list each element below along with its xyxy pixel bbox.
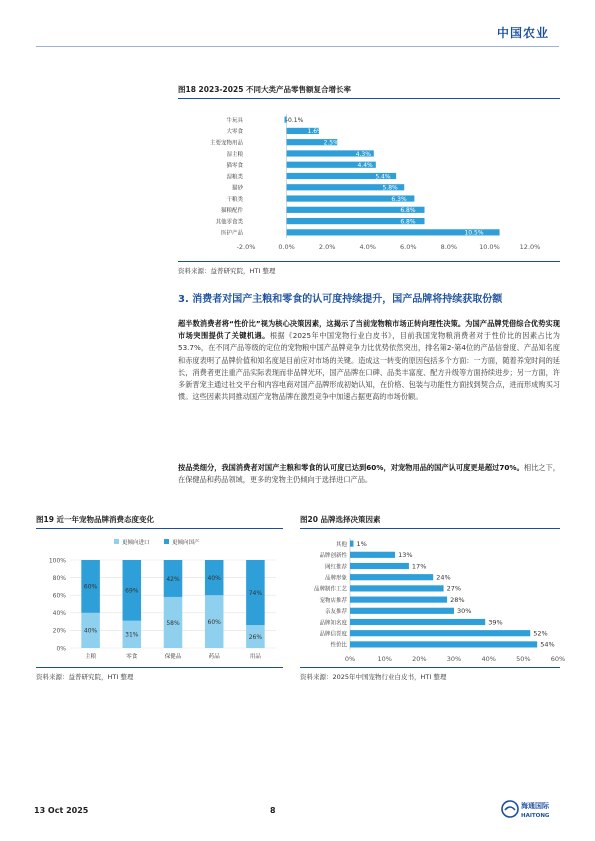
category-label: 药品	[208, 654, 220, 660]
x-tick-label: 8.0%	[440, 243, 458, 251]
x-tick-label: 6.0%	[400, 243, 417, 251]
value-label: 39%	[488, 618, 503, 627]
x-tick-label: 0.0%	[278, 243, 295, 251]
y-tick-label: 0%	[56, 645, 66, 653]
x-tick-label: 20%	[412, 655, 427, 663]
category-label: 用品	[249, 654, 261, 660]
category-label: 性价比	[330, 642, 347, 649]
category-label: 品牌创新性	[319, 553, 347, 560]
value-label: 13%	[398, 551, 413, 560]
category-label: 零食	[126, 654, 138, 660]
bar	[350, 563, 409, 569]
fig18-title: 图18 2023-2025 不同大类产品零售额复合增长率	[178, 85, 352, 94]
x-tick-label: 60%	[550, 655, 566, 663]
x-tick-label: 10.0%	[479, 243, 500, 251]
brand-title: 中国农业	[496, 26, 549, 40]
category-label: 湿粮类	[226, 174, 243, 181]
logo-wave-icon	[505, 807, 515, 810]
value-label: 54%	[540, 640, 555, 649]
category-label: 猫砂	[231, 185, 243, 192]
fig20-chart	[300, 530, 566, 666]
segment-value-label: 40%	[83, 627, 98, 635]
footer-page-number: 8	[270, 806, 276, 815]
y-tick-label: 100%	[48, 557, 66, 565]
x-tick-label: -2.0%	[236, 243, 256, 251]
y-tick-label: 80%	[52, 574, 66, 582]
paragraph-1-lead: 超半数消费者将“性价比”视为核心决策因素，这揭示了当前宠物粮市场正转向理性决策。为国产品牌凭借综合优势实现市场突围提供了关键机遇。	[178, 319, 560, 341]
value-label: 30%	[457, 607, 472, 616]
value-label: 5.4%	[375, 173, 391, 181]
category-label: 干粮类	[226, 196, 243, 203]
category-label: 猫零食	[226, 163, 243, 170]
value-label: 17%	[411, 562, 427, 571]
bar	[350, 630, 530, 636]
value-label: 4.3%	[355, 150, 371, 158]
value-label: 52%	[533, 629, 548, 638]
x-tick-label: 30%	[446, 655, 462, 663]
value-label: 28%	[450, 595, 465, 604]
category-label: 大零食	[226, 129, 243, 136]
bar	[350, 552, 395, 558]
value-label: 1%	[356, 539, 367, 548]
category-label: 品牌信誉度	[319, 631, 347, 638]
paragraph-2	[178, 462, 560, 486]
y-tick-label: 20%	[52, 627, 66, 635]
category-label: 猫粮配件	[220, 208, 243, 215]
x-tick-label: 4.0%	[359, 243, 376, 251]
section-title: 3. 消费者对国产主粮和零食的认可度持续提升，国产品牌将持续获取份额	[178, 294, 503, 305]
value-label: 27%	[446, 584, 462, 593]
segment-value-label: 60%	[207, 618, 221, 626]
logo-ring-icon	[502, 801, 518, 817]
value-label: 1.6%	[307, 128, 323, 136]
segment-value-label: 60%	[83, 583, 98, 591]
category-label: 其他零食类	[215, 219, 243, 226]
bar	[350, 585, 444, 591]
value-label: 10.5%	[464, 229, 484, 237]
category-label: 宠物店推荐	[319, 597, 347, 604]
paragraph-2-body: 相比之下，在保健品和药品领域，更多的宠物主仍倾向于选择进口产品。	[178, 463, 560, 485]
fig19-title-rule	[36, 528, 283, 529]
segment-value-label: 58%	[166, 619, 180, 627]
segment-value-label: 42%	[166, 575, 180, 583]
fig19-source: 资料来源：益普研究院，HTI 整理	[36, 673, 134, 681]
fig18-chart	[178, 100, 560, 260]
legend-label: 更倾向进口	[122, 540, 150, 546]
fig18-source: 资料来源：益普研究院，HTI 整理	[178, 267, 276, 275]
bar	[350, 574, 433, 580]
value-label: 2.5%	[323, 139, 339, 147]
bar	[350, 541, 353, 547]
x-tick-label: 12.0%	[519, 243, 541, 251]
value-label: 6.8%	[400, 218, 416, 226]
value-label: 6.3%	[391, 195, 407, 203]
bar	[350, 608, 454, 614]
fig20-source: 资料来源：2025年中国宠物行业白皮书，HTI 整理	[300, 673, 447, 681]
bar	[350, 597, 447, 603]
category-label: 网红推荐	[324, 564, 347, 571]
category-label: 牛玩具	[226, 117, 243, 124]
y-tick-label: 60%	[52, 592, 66, 600]
fig19-bottom-rule	[36, 667, 283, 668]
bar	[350, 619, 485, 625]
category-label: 品牌知名度	[319, 620, 347, 627]
x-tick-label: 2.0%	[318, 243, 336, 251]
fig19-chart	[36, 530, 283, 666]
category-label: 保健品	[164, 654, 182, 660]
y-tick-label: 40%	[52, 610, 66, 618]
paragraph-1-body: 根据《2025年中国宠物行业白皮书》，目前我国宠物粮消费者对于性价比的因素占比为53.7%，在不同产品等级的定位的宠物粮中国产品牌竞争力比优势依然突出，排名第2-第4位的产品信誉度、产品知名度和赤度表明了品牌价值和知名度是目前应对市场的关键。造成这一转变的原因包括多个方面：一方面，随着养宠时间的延长，消费者更注重产品实际表现而非品牌光环，国产品牌在口碑、品类丰富度、配方升级等方面持续进步；另一方面，许多新晋宠主通过社交平台和内容电商对国产品牌形成初始认知，在价格、包装与功能性方面找到契合点，进而形成购买习惯。这些因素共同推动国产宠物品牌在激烈竞争中加速占据更高的市场份额。	[178, 331, 560, 402]
category-label: 亲友推荐	[324, 609, 347, 616]
value-label: 5.8%	[382, 184, 398, 192]
category-label: 品牌制作工艺	[313, 586, 347, 593]
fig20-bottom-rule	[300, 667, 560, 668]
legend-swatch	[164, 539, 169, 544]
category-label: 品牌形象	[324, 575, 347, 582]
fig18-bottom-rule	[178, 261, 560, 262]
legend-swatch	[114, 539, 119, 544]
value-label: 24%	[436, 573, 451, 582]
value-label: -0.1%	[285, 116, 304, 124]
category-label: 湿主粮	[226, 151, 243, 158]
fig20-title: 图20 品牌选择决策因素	[300, 515, 381, 524]
segment-value-label: 26%	[248, 633, 263, 641]
legend-label: 更倾向国产	[172, 540, 200, 546]
logo-text: 海通国际	[521, 802, 549, 810]
fig19-title: 图19 近一年宠物品牌消费态度变化	[36, 515, 155, 524]
category-label: 主粮	[85, 654, 97, 660]
segment-value-label: 74%	[248, 589, 263, 597]
x-tick-label: 50%	[516, 655, 531, 663]
value-label: 6.8%	[400, 207, 416, 215]
category-label: 主要宠物用品	[209, 140, 243, 147]
value-label: 4.4%	[357, 162, 373, 170]
fig20-title-rule	[300, 528, 560, 529]
header-rule	[36, 46, 559, 47]
paragraph-1	[178, 318, 560, 403]
category-label: 医护产品	[220, 230, 243, 237]
segment-value-label: 69%	[125, 587, 139, 595]
segment-value-label: 31%	[125, 631, 139, 639]
haitong-logo	[501, 798, 561, 820]
segment-value-label: 40%	[207, 574, 221, 582]
fig18-title-rule	[178, 98, 560, 99]
x-tick-label: 0%	[344, 655, 356, 663]
logo-subtext: HAITONG	[521, 813, 550, 819]
x-tick-label: 10%	[377, 655, 392, 663]
footer-date: 13 Oct 2025	[34, 806, 89, 815]
paragraph-2-lead: 按品类细分，我国消费者对国产主粮和零食的认可度已达到60%，对宠物用品的国产认可度更是超过70%。	[178, 463, 524, 472]
bar	[350, 641, 537, 647]
x-tick-label: 40%	[481, 655, 496, 663]
category-label: 其他	[335, 541, 347, 548]
